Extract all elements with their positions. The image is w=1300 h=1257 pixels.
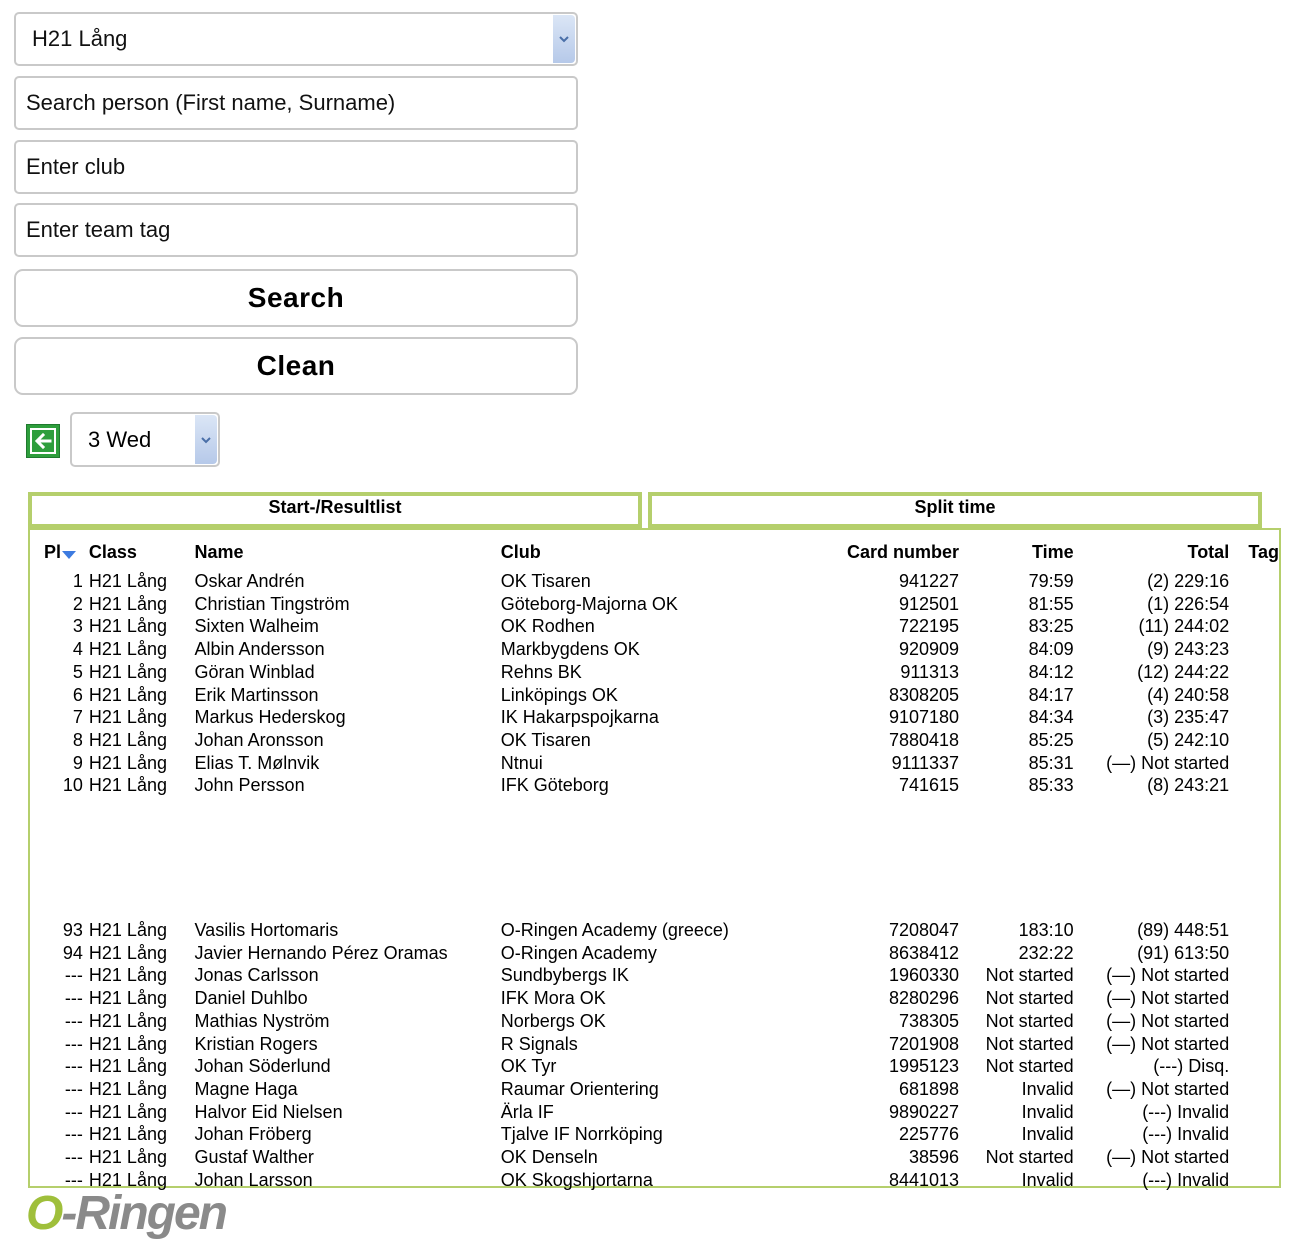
cell-time: Invalid [1021, 1078, 1074, 1099]
cell-total: (—) Not started [1106, 988, 1230, 1009]
table-row[interactable] [30, 1033, 1279, 1056]
col-header-name[interactable]: Name [194, 541, 244, 562]
cell-total: (91) 613:50 [1137, 942, 1230, 963]
cell-class: H21 Lång [88, 988, 167, 1009]
cell-class: H21 Lång [88, 661, 167, 682]
cell-time: 85:33 [1028, 775, 1074, 796]
cell-class: H21 Lång [88, 965, 167, 986]
cell-total: (—) Not started [1106, 752, 1230, 773]
cell-time: Invalid [1021, 1169, 1074, 1190]
cell-class: H21 Lång [88, 707, 167, 728]
cell-pl: 6 [72, 684, 83, 705]
cell-tag [1229, 1123, 1279, 1146]
cell-time: Not started [985, 1033, 1074, 1054]
table-row[interactable] [30, 919, 1279, 942]
cell-name[interactable]: Javier Hernando Pérez Oramas [194, 942, 448, 963]
cell-pl: --- [64, 1056, 83, 1077]
cell-club[interactable]: O-Ringen Academy [500, 942, 657, 963]
cell-time: 81:55 [1028, 593, 1074, 614]
table-row[interactable] [30, 615, 1279, 638]
table-row[interactable] [30, 593, 1279, 616]
table-row[interactable] [30, 706, 1279, 729]
table-row[interactable] [30, 729, 1279, 752]
table-row[interactable] [30, 774, 1279, 797]
cell-card: 7208047 [888, 920, 960, 941]
cell-class: H21 Lång [88, 1147, 167, 1168]
cell-tag [1229, 752, 1279, 775]
col-header-club[interactable]: Club [500, 541, 541, 562]
cell-card: 738305 [898, 1010, 960, 1031]
cell-card: 8638412 [888, 942, 960, 963]
cell-club[interactable]: OK Skogshjortarna [500, 1169, 653, 1190]
cell-name[interactable]: Gustaf Walther [194, 1147, 314, 1168]
search-person-placeholder: Search person (First name, Surname) [26, 90, 396, 115]
cell-total: (12) 244:22 [1137, 661, 1230, 682]
cell-name[interactable]: Oskar Andrén [194, 571, 305, 591]
cell-club[interactable]: Tjalve IF Norrköping [500, 1124, 663, 1145]
cell-pl: --- [64, 1033, 83, 1054]
results-panel [28, 528, 1281, 1188]
cell-tag [1229, 661, 1279, 684]
cell-club[interactable]: R Signals [500, 1033, 578, 1054]
cell-tag [1229, 1101, 1279, 1124]
cell-card: 7201908 [888, 1033, 960, 1054]
cell-total: (11) 244:02 [1138, 616, 1230, 637]
cell-name[interactable]: Kristian Rogers [194, 1033, 318, 1054]
col-header-total[interactable]: Total [1187, 541, 1230, 562]
cell-card: 912501 [898, 593, 960, 614]
cell-pl: --- [64, 965, 83, 986]
cell-tag [1229, 1078, 1279, 1101]
cell-time: Not started [985, 1147, 1074, 1168]
cell-time: Not started [985, 1056, 1074, 1077]
table-row[interactable] [30, 964, 1279, 987]
cell-card: 941227 [898, 571, 960, 591]
table-row[interactable] [30, 987, 1279, 1010]
cell-name[interactable]: Markus Hederskog [194, 707, 346, 728]
cell-name[interactable]: Johan Larsson [194, 1169, 313, 1190]
team-tag-placeholder: Enter team tag [26, 217, 171, 242]
search-button[interactable]: Search [14, 269, 578, 327]
cell-card: 8441013 [888, 1169, 960, 1190]
cell-tag [1229, 615, 1279, 638]
cell-club[interactable]: OK Tisaren [500, 571, 591, 591]
cell-name[interactable]: Johan Söderlund [194, 1056, 331, 1077]
cell-total: (8) 243:21 [1147, 775, 1230, 796]
cell-pl: --- [64, 1010, 83, 1031]
cell-class: H21 Lång [88, 1033, 167, 1054]
arrow-left-icon [30, 428, 56, 454]
team-tag-input[interactable] [14, 203, 578, 257]
cell-name[interactable]: Daniel Duhlbo [194, 988, 308, 1009]
cell-time: Invalid [1021, 1101, 1074, 1122]
cell-name[interactable]: Elias T. Mølnvik [194, 752, 320, 773]
cell-pl: 4 [72, 639, 83, 660]
cell-name[interactable]: Jonas Carlsson [194, 965, 319, 986]
o-ringen-logo: O-Ringen [26, 1187, 226, 1240]
col-header-card[interactable]: Card number [847, 541, 960, 562]
cell-time: 83:25 [1028, 616, 1074, 637]
cell-club[interactable]: OK Tisaren [500, 729, 591, 750]
cell-tag [1229, 1169, 1279, 1192]
chevron-down-icon [195, 415, 217, 464]
cell-time: 85:25 [1028, 729, 1074, 750]
cell-tag [1229, 942, 1279, 965]
cell-club[interactable]: IFK Mora OK [500, 988, 606, 1009]
rows-gap-cell [30, 797, 1279, 919]
cell-pl: --- [64, 1078, 83, 1099]
cell-pl: --- [64, 1124, 83, 1145]
cell-card: 911313 [900, 661, 960, 682]
cell-card: 920909 [898, 639, 960, 660]
cell-tag [1229, 964, 1279, 987]
cell-card: 7880418 [888, 729, 960, 750]
cell-total: (9) 243:23 [1147, 639, 1230, 660]
cell-club[interactable]: Raumar Orientering [500, 1078, 659, 1099]
cell-total: (---) Disq. [1153, 1056, 1230, 1077]
cell-pl: --- [64, 1169, 83, 1190]
cell-tag [1229, 593, 1279, 616]
cell-time: 232:22 [1018, 942, 1074, 963]
cell-class: H21 Lång [88, 775, 167, 796]
cell-time: Not started [985, 1010, 1074, 1031]
cell-pl: 8 [72, 729, 83, 750]
table-row[interactable] [30, 752, 1279, 775]
cell-club[interactable]: Ntnui [500, 752, 543, 773]
cell-name[interactable]: Sixten Walheim [194, 616, 319, 637]
cell-pl: 7 [72, 707, 83, 728]
cell-card: 9111337 [891, 752, 960, 773]
cell-total: (---) Invalid [1142, 1169, 1230, 1190]
sort-desc-icon [61, 548, 77, 560]
cell-tag [1229, 987, 1279, 1010]
cell-card: 741615 [898, 775, 960, 796]
table-row[interactable] [30, 1010, 1279, 1033]
table-row[interactable] [30, 638, 1279, 661]
cell-total: (3) 235:47 [1147, 707, 1230, 728]
cell-class: H21 Lång [88, 752, 167, 773]
cell-class: H21 Lång [88, 1056, 167, 1077]
cell-time: 84:34 [1028, 707, 1074, 728]
cell-time: Not started [985, 988, 1074, 1009]
cell-time: 84:12 [1028, 661, 1074, 682]
cell-class: H21 Lång [88, 593, 167, 614]
cell-pl: 9 [72, 752, 83, 773]
cell-pl: 2 [72, 593, 83, 614]
cell-pl: 1 [72, 571, 83, 591]
cell-pl: --- [64, 988, 83, 1009]
cell-tag [1229, 1146, 1279, 1169]
cell-card: 8308205 [888, 684, 960, 705]
cell-class: H21 Lång [88, 942, 167, 963]
cell-card: 9890227 [888, 1101, 960, 1122]
table-row[interactable] [30, 942, 1279, 965]
cell-time: 84:17 [1028, 684, 1074, 705]
cell-club[interactable]: OK Tyr [500, 1056, 557, 1077]
cell-total: (---) Invalid [1142, 1101, 1230, 1122]
cell-time: Invalid [1021, 1124, 1074, 1145]
col-header-class[interactable]: Class [88, 541, 137, 562]
cell-total: (—) Not started [1106, 1010, 1230, 1031]
cell-name[interactable]: Erik Martinsson [194, 684, 319, 705]
cell-class: H21 Lång [88, 1169, 167, 1190]
cell-tag [1229, 570, 1279, 593]
cell-class: H21 Lång [88, 1078, 167, 1099]
col-header-time[interactable]: Time [1031, 541, 1074, 562]
table-row[interactable] [30, 1078, 1279, 1101]
table-row[interactable] [30, 1123, 1279, 1146]
cell-tag [1229, 919, 1279, 942]
cell-club[interactable]: OK Rodhen [500, 616, 595, 637]
cell-card: 1995123 [888, 1056, 960, 1077]
results-table [30, 530, 1279, 1191]
class-select-value: H21 Lång [32, 26, 128, 51]
cell-time: 183:10 [1018, 920, 1074, 941]
table-row[interactable] [30, 684, 1279, 707]
cell-total: (—) Not started [1106, 1078, 1230, 1099]
cell-total: (89) 448:51 [1137, 920, 1230, 941]
cell-club[interactable]: O-Ringen Academy (greece) [500, 920, 729, 941]
cell-name[interactable]: Christian Tingström [194, 593, 350, 614]
cell-name[interactable]: Mathias Nyström [194, 1010, 330, 1031]
cell-class: H21 Lång [88, 684, 167, 705]
table-row[interactable] [30, 661, 1279, 684]
cell-club[interactable]: IK Hakarpspojkarna [500, 707, 659, 728]
table-row[interactable] [30, 1055, 1279, 1078]
cell-total: (2) 229:16 [1147, 571, 1230, 591]
cell-total: (—) Not started [1106, 1147, 1230, 1168]
club-placeholder: Enter club [26, 154, 126, 179]
col-header-pl-label: Pl [44, 541, 62, 562]
cell-total: (1) 226:54 [1147, 593, 1230, 614]
cell-pl: 94 [62, 942, 83, 963]
cell-card: 8280296 [888, 988, 960, 1009]
cell-tag [1229, 1010, 1279, 1033]
cell-pl: 10 [62, 775, 83, 796]
cell-card: 722195 [898, 616, 960, 637]
cell-total: (—) Not started [1106, 1033, 1230, 1054]
cell-class: H21 Lång [88, 616, 167, 637]
club-input[interactable] [14, 140, 578, 194]
logo-text: -Ringen [61, 1187, 226, 1240]
cell-class: H21 Lång [88, 639, 167, 660]
tab-split-time[interactable]: Split time [648, 492, 1262, 528]
cell-card: 38596 [909, 1147, 960, 1168]
cell-time: 79:59 [1028, 571, 1074, 591]
cell-name[interactable]: Göran Winblad [194, 661, 315, 682]
col-header-pl[interactable] [30, 530, 83, 570]
cell-total: (---) Invalid [1142, 1124, 1230, 1145]
cell-club[interactable]: OK Denseln [500, 1147, 598, 1168]
cell-total: (4) 240:58 [1147, 684, 1230, 705]
cell-pl: 3 [72, 616, 83, 637]
cell-class: H21 Lång [88, 729, 167, 750]
cell-card: 225776 [898, 1124, 960, 1145]
cell-class: H21 Lång [88, 571, 167, 591]
cell-name[interactable]: Vasilis Hortomaris [194, 920, 339, 941]
chevron-down-icon [553, 15, 575, 63]
day-select[interactable] [70, 412, 220, 467]
cell-name[interactable]: Magne Haga [194, 1078, 298, 1099]
cell-pl: --- [64, 1101, 83, 1122]
cell-club[interactable]: Sundbybergs IK [500, 965, 629, 986]
cell-name[interactable]: Halvor Eid Nielsen [194, 1101, 343, 1122]
cell-total: (—) Not started [1106, 965, 1230, 986]
cell-club[interactable]: Ärla IF [500, 1101, 554, 1122]
class-select[interactable] [14, 12, 578, 66]
cell-club[interactable]: Markbygdens OK [500, 639, 640, 660]
cell-club[interactable]: Göteborg-Majorna OK [500, 593, 678, 614]
search-person-input[interactable] [14, 76, 578, 130]
cell-pl: 93 [62, 920, 83, 941]
cell-name[interactable]: Albin Andersson [194, 639, 325, 660]
cell-tag [1229, 1033, 1279, 1056]
cell-name[interactable]: Johan Fröberg [194, 1124, 312, 1145]
cell-club[interactable]: IFK Göteborg [500, 775, 609, 796]
cell-pl: --- [64, 1147, 83, 1168]
cell-name[interactable]: Johan Aronsson [194, 729, 324, 750]
cell-tag [1229, 1055, 1279, 1078]
cell-class: H21 Lång [88, 1101, 167, 1122]
tab-start-resultlist[interactable]: Start-/Resultlist [28, 492, 642, 528]
col-header-tag[interactable]: Tag [1248, 541, 1279, 562]
table-row[interactable] [30, 1101, 1279, 1124]
cell-club[interactable]: Norbergs OK [500, 1010, 606, 1031]
cell-tag [1229, 638, 1279, 661]
table-row[interactable] [30, 570, 1279, 593]
cell-card: 681898 [898, 1078, 960, 1099]
cell-tag [1229, 684, 1279, 707]
clean-button[interactable]: Clean [14, 337, 578, 395]
cell-time: Not started [985, 965, 1074, 986]
day-select-value: 3 Wed [88, 426, 152, 452]
table-row[interactable] [30, 1146, 1279, 1169]
cell-time: 85:31 [1028, 752, 1074, 773]
cell-pl: 5 [72, 661, 83, 682]
table-header-row [30, 530, 1279, 570]
cell-class: H21 Lång [88, 920, 167, 941]
cell-class: H21 Lång [88, 1010, 167, 1031]
cell-card: 1960330 [888, 965, 960, 986]
cell-class: H21 Lång [88, 1124, 167, 1145]
cell-club[interactable]: Rehns BK [500, 661, 582, 682]
cell-name[interactable]: John Persson [194, 775, 305, 796]
cell-tag [1229, 729, 1279, 752]
cell-card: 9107180 [888, 707, 960, 728]
rows-gap [30, 797, 1279, 919]
cell-time: 84:09 [1028, 639, 1074, 660]
cell-club[interactable]: Linköpings OK [500, 684, 618, 705]
back-button[interactable] [26, 424, 60, 458]
cell-tag [1229, 774, 1279, 797]
cell-total: (5) 242:10 [1147, 729, 1230, 750]
cell-tag [1229, 706, 1279, 729]
